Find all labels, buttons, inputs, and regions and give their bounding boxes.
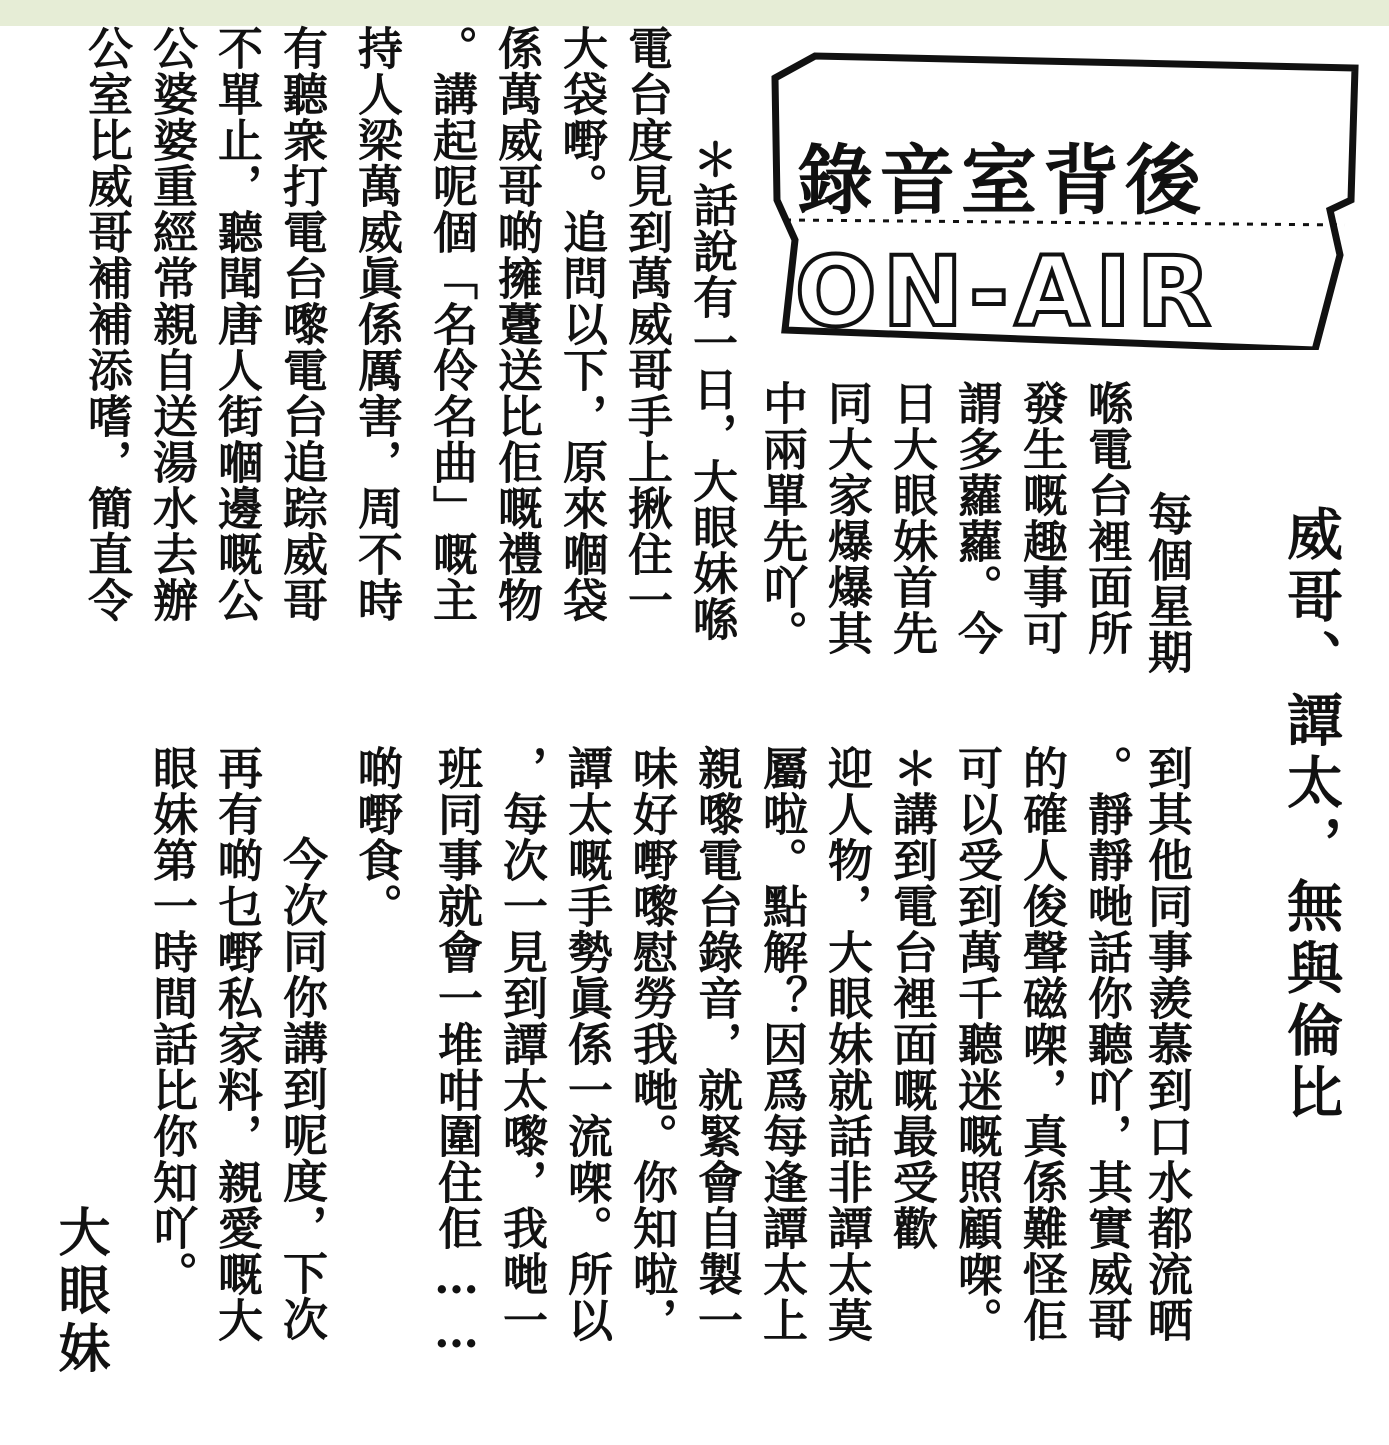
body-lower-col-12: 班同事就會一堆咁圍住佢……	[430, 745, 483, 1359]
body-upper-col-10: 公室比威哥補補添嗜，簡直令	[80, 25, 133, 623]
body-lower-col-7: 屬啦。點解？因爲每逢譚太上	[755, 745, 808, 1343]
body-lower-col-14: 今次同你講到呢度，下次	[275, 790, 328, 1342]
body-lower-col-9: 味好嘢嚟慰勞我哋。你知啦，	[625, 745, 678, 1343]
intro-col-3: 發生嘅趣事可	[1015, 380, 1068, 656]
body-upper-col-7: 有聽衆打電台嚟電台追踪威哥	[275, 25, 328, 623]
masthead-onair-logo: ON-AIR	[795, 236, 1217, 348]
body-upper-col-9: 公婆婆重經常親自送湯水去辦	[145, 25, 198, 623]
intro-col-7: 中兩單先吖。	[755, 380, 808, 656]
body-lower-col-13: 啲嘢食。	[350, 745, 403, 929]
body-lower-col-11: ，每次一見到譚太嚟，我哋一	[495, 745, 548, 1343]
body-upper-col-5: 。講起呢個「名伶名曲」嘅主	[425, 25, 478, 623]
body-upper-col-3: 大袋嘢。追問以下，原來嗰袋	[555, 25, 608, 623]
intro-col-2: 喺電台裡面所	[1080, 380, 1133, 656]
intro-col-4: 謂多蘿蘿。今	[950, 380, 1003, 656]
body-upper-col-2: 電台度見到萬威哥手上揪住一	[620, 25, 673, 623]
body-lower-col-8: 親嚟電台錄音，就緊會自製一	[690, 745, 743, 1343]
column-masthead	[755, 50, 1365, 350]
body-upper-col-6: 持人梁萬威眞係厲害，周不時	[350, 25, 403, 623]
body-lower-col-15: 再有啲乜嘢私家料，親愛嘅大	[210, 745, 263, 1343]
body-lower-col-10: 譚太嘅手勢眞係一流㗎。所以	[560, 745, 613, 1343]
body-lower-col-3: 的確人俊聲磁㗎，真係難怪佢	[1015, 745, 1068, 1343]
body-lower-col-2: 。靜靜哋話你聽吖，其實威哥	[1080, 745, 1133, 1343]
body-lower-col-6: 迎人物，大眼妹就話非譚太莫	[820, 745, 873, 1343]
body-upper-col-1: ＊話說有一日，大眼妹喺	[685, 90, 738, 642]
scan-top-band	[0, 0, 1389, 26]
body-lower-col-4: 可以受到萬千聽迷嘅照顧㗎。	[950, 745, 1003, 1343]
masthead-title: 錄音室背後	[797, 136, 1207, 225]
body-upper-col-4: 係萬威哥啲擁躉送比佢嘅禮物	[490, 25, 543, 623]
intro-col-5: 日大眼妹首先	[885, 380, 938, 656]
author-byline: 大眼妹	[49, 1205, 109, 1379]
body-upper-col-8: 不單止，聽聞唐人街嗰邊嘅公	[210, 25, 263, 623]
article-headline: 威哥、譚太，無與倫比	[1278, 505, 1343, 1125]
intro-col-6: 同大家爆爆其	[820, 380, 873, 656]
body-lower-col-1: 到其他同事羨慕到口水都流晒	[1140, 745, 1193, 1343]
intro-col-1: 每個星期	[1140, 445, 1193, 675]
body-lower-col-16: 眼妹第一時間話比你知吖。	[145, 745, 198, 1297]
body-lower-col-5: ＊講到電台裡面嘅最受歡	[885, 745, 938, 1251]
